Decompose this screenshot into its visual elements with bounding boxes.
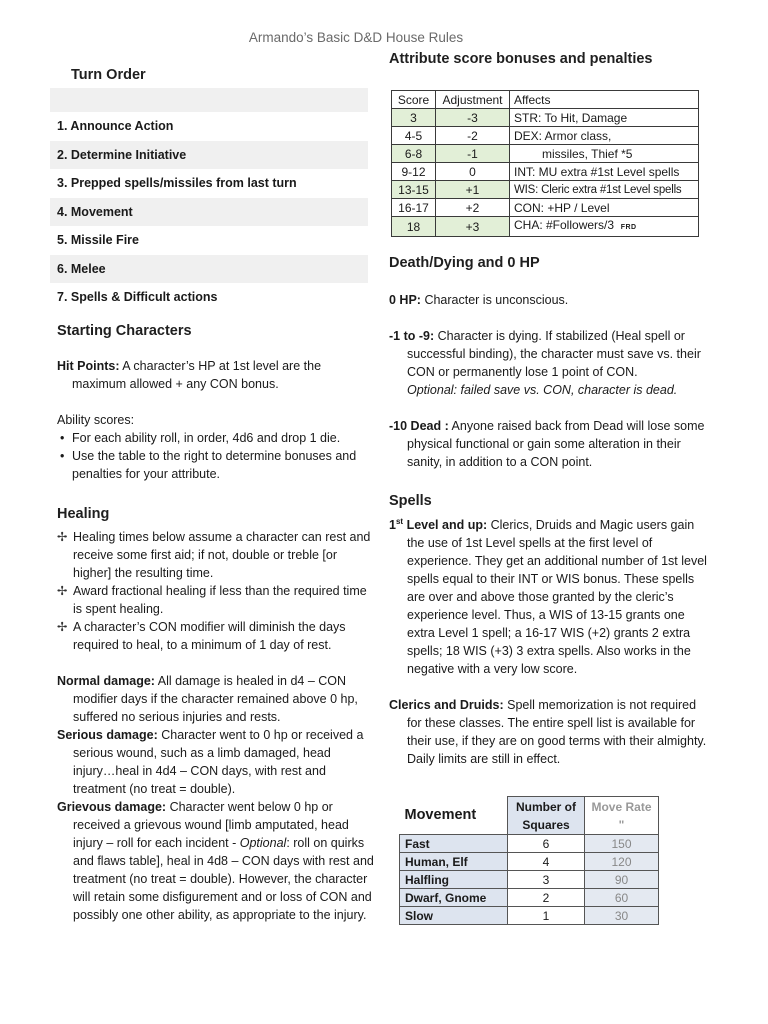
plus-icon: ✢ [57, 620, 68, 634]
table-row: Human, Elf 4 120 [400, 853, 659, 871]
movement-heading: Movement [404, 807, 477, 824]
turn-order-item: 2. Determine Initiative [50, 141, 368, 170]
ability-scores-bullets [50, 429, 368, 483]
table-row: 13-15 +1 WIS: Cleric extra #1st Level spells [392, 181, 699, 199]
table-row: 6-8 -1 missiles, Thief *5 [392, 145, 699, 163]
table-row: 3 -3 STR: To Hit, Damage [392, 109, 699, 127]
normal-damage-rule: Normal damage: All damage is healed in d4 – CON modifier days if the character remained above 0 hp, suffered no serious injuries and rests. [57, 674, 358, 724]
turn-order-header-bar [50, 88, 368, 112]
hit-points-rule [50, 357, 368, 393]
healing-section [50, 505, 375, 924]
starting-characters-section [50, 322, 368, 483]
healing-item: ✢ Award fractional healing if less than the required time is spent healing. [57, 584, 367, 616]
ability-bullet: • For each ability roll, in order, 4d6 and drop 1 die. [60, 431, 341, 445]
column-header: Number of Squares [508, 797, 585, 835]
healing-heading: Healing [57, 506, 110, 522]
movement-table-header [400, 797, 659, 835]
serious-damage-rule: Serious damage: Character went to 0 hp or received a serious wound, such as a limb damaged, head injury…heal in 4d4 – CON days, with rest and treatment (no treat = double). [57, 728, 364, 796]
hit-points-text: A character’s HP at 1st level are the maximum allowed + any CON bonus. [72, 359, 322, 391]
plus-icon: ✢ [57, 584, 68, 598]
grievous-damage-rule: Grievous damage: Character went below 0 hp or received a grievous wound [limb amputated, head injury – roll for each incident - Optional: roll on quirks and flaws table], heal in 4d8 – CON days with rest and treatment (no treat = double). However, the character will retain some disfigurement and or loss of CON and possibly one other ability, as appropriate to the injury. [57, 800, 374, 922]
death-section [389, 254, 711, 471]
healing-item: ✢ Healing times below assume a character can rest and receive some first aid; if not, double or treble [or higher] the resulting time. [57, 530, 371, 580]
column-header: Move Rate " [585, 797, 659, 835]
turn-order-item: 5. Missile Fire [50, 226, 368, 255]
starting-characters-heading: Starting Characters [57, 323, 192, 339]
turn-order-item: 6. Melee [50, 255, 368, 284]
movement-section [399, 796, 659, 925]
table-row: Halfling 3 90 [400, 871, 659, 889]
turn-order-heading: Turn Order [71, 67, 146, 83]
table-row: 9-12 0 INT: MU extra #1st Level spells [392, 163, 699, 181]
document-title: Armando’s Basic D&D House Rules [248, 30, 464, 45]
attribute-table-header [392, 91, 699, 109]
attributes-heading: Attribute score bonuses and penalties [389, 51, 653, 67]
movement-table [399, 796, 659, 925]
table-row: 16-17 +2 CON: +HP / Level [392, 199, 699, 217]
first-level-rule: 1st Level and up: Clerics, Druids and Magic users gain the use of 1st Level spells at the first level of experience. They get an additional number of 1st level spells equal to their INT or WIS bonus. These spells are over and above those granted by the cleric’s experience level. Thus, a WIS of 13-15 grants one extra Level 1 spell; a 16-17 WIS (+2) grants 2 extra spells; 18 WIS (+3) 3 extra spells. Also works in the negative with a very low score. [389, 517, 707, 677]
table-row: Slow 1 30 [400, 907, 659, 925]
turn-order-item: 4. Movement [50, 198, 368, 227]
hit-points-label: Hit Points: [57, 359, 120, 373]
clerics-druids-rule: Clerics and Druids: Spell memorization is not required for these classes. The entire spell list is available for their use, if they are on good terms with their almighty. Daily limits are still in effect. [389, 698, 707, 767]
turn-order-item: 3. Prepped spells/missiles from last turn [50, 169, 368, 198]
spells-heading: Spells [389, 493, 432, 509]
turn-order-list [50, 112, 368, 312]
death-heading: Death/Dying and 0 HP [389, 255, 540, 271]
healing-item: ✢ A character’s CON modifier will diminish the days required to heal, to a minimum of 1 day of rest. [57, 620, 346, 652]
column-header: Affects [510, 91, 699, 109]
table-row: Fast 6 150 [400, 835, 659, 853]
frd-note: FRD [620, 224, 637, 231]
table-row: 18 +3 CHA: #Followers/3 FRD [392, 217, 699, 237]
column-header: Adjustment [436, 91, 510, 109]
healing-list [57, 528, 375, 654]
turn-order-item: 7. Spells & Difficult actions [50, 283, 368, 312]
table-row: 4-5 -2 DEX: Armor class, [392, 127, 699, 145]
spells-section [389, 492, 711, 768]
left-column [50, 64, 374, 922]
ability-scores-label: Ability scores: [57, 413, 135, 427]
attribute-table [391, 90, 699, 237]
zero-hp-rule: 0 HP: Character is unconscious. [389, 293, 569, 307]
dead-rule: -10 Dead : Anyone raised back from Dead will lose some physical functional or gain some alteration in their sanity, in addition to a CON point. [389, 419, 705, 469]
ability-bullet: • Use the table to the right to determine bonuses and penalties for your attribute. [60, 449, 357, 481]
turn-order-item: 1. Announce Action [50, 112, 368, 141]
dying-rule: -1 to -9: Character is dying. If stabilized (Heal spell or successful binding), the character must save vs. their CON or permanently lose 1 point of CON. Optional: failed save vs. CON, character is dead. [389, 329, 701, 397]
plus-icon: ✢ [57, 530, 68, 544]
table-row: Dwarf, Gnome 2 60 [400, 889, 659, 907]
column-header: Score [392, 91, 436, 109]
